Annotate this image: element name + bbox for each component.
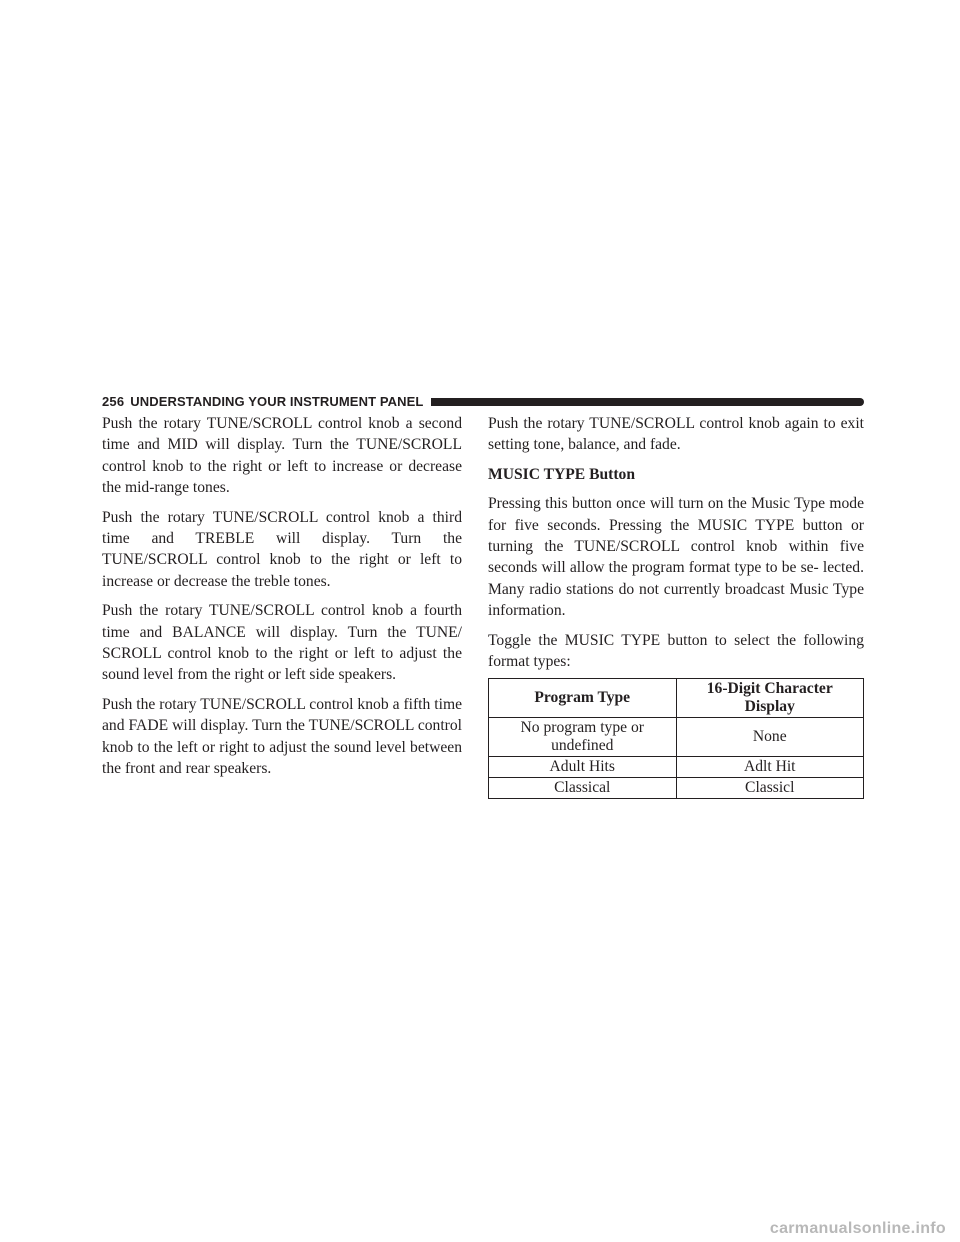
page-header (102, 393, 864, 411)
table-header-row (489, 679, 864, 718)
table-cell: Adlt Hit (676, 757, 864, 778)
table-cell: No program type or undefined (489, 718, 677, 757)
format-types-table (488, 678, 864, 799)
table-row (489, 757, 864, 778)
watermark: carmanualsonline.info (769, 1220, 946, 1237)
section-title: UNDERSTANDING YOUR INSTRUMENT PANEL (130, 394, 424, 409)
paragraph-exit: Push the rotary TUNE/SCROLL control knob again to exit setting tone, balance, and fade. (488, 415, 864, 454)
header-program-type: Program Type (489, 679, 677, 718)
paragraph-mid: Push the rotary TUNE/SCROLL control knob a second time and MID will display. Turn the TUNE/SCROLL control knob to the right or left to increase or decrease the mid-range tones. (102, 415, 462, 497)
table-row (489, 778, 864, 799)
right-column (488, 413, 864, 799)
paragraph-music-type: Pressing this button once will turn on the Music Type mode for five seconds. Pressing the MUSIC TYPE button or turning the TUNE/SCROLL control knob within five seconds will allow the program format type to be se- lected. Many radio stations do not currently broadcast Music Type information. (488, 495, 864, 620)
table-cell: Adult Hits (489, 757, 677, 778)
paragraph-treble: Push the rotary TUNE/SCROLL control knob a third time and TREBLE will display. Turn the TUNE/SCROLL control knob to the right or left to increase or decrease the treble tones. (102, 508, 462, 590)
table-row (489, 718, 864, 757)
table-cell: Classicl (676, 778, 864, 799)
paragraph-fade: Push the rotary TUNE/SCROLL control knob a fifth time and FADE will display. Turn the TUNE/SCROLL control knob to the left or right to adjust the sound level between the front and rear speakers. (102, 695, 462, 778)
header-character-display: 16-Digit Character Display (676, 679, 864, 718)
table-cell: Classical (489, 778, 677, 799)
left-column (102, 413, 462, 788)
page-number: 256 (102, 394, 125, 409)
paragraph-balance: Push the rotary TUNE/SCROLL control knob a fourth time and BALANCE will display. Turn the TUNE/ SCROLL control knob to the right or left to adjust the sound level from the right or left side speakers. (102, 602, 462, 684)
table-cell: None (676, 718, 864, 757)
paragraph-toggle: Toggle the MUSIC TYPE button to select the following format types: (488, 631, 864, 671)
music-type-heading: MUSIC TYPE Button (488, 465, 636, 483)
header-rule (431, 398, 864, 406)
